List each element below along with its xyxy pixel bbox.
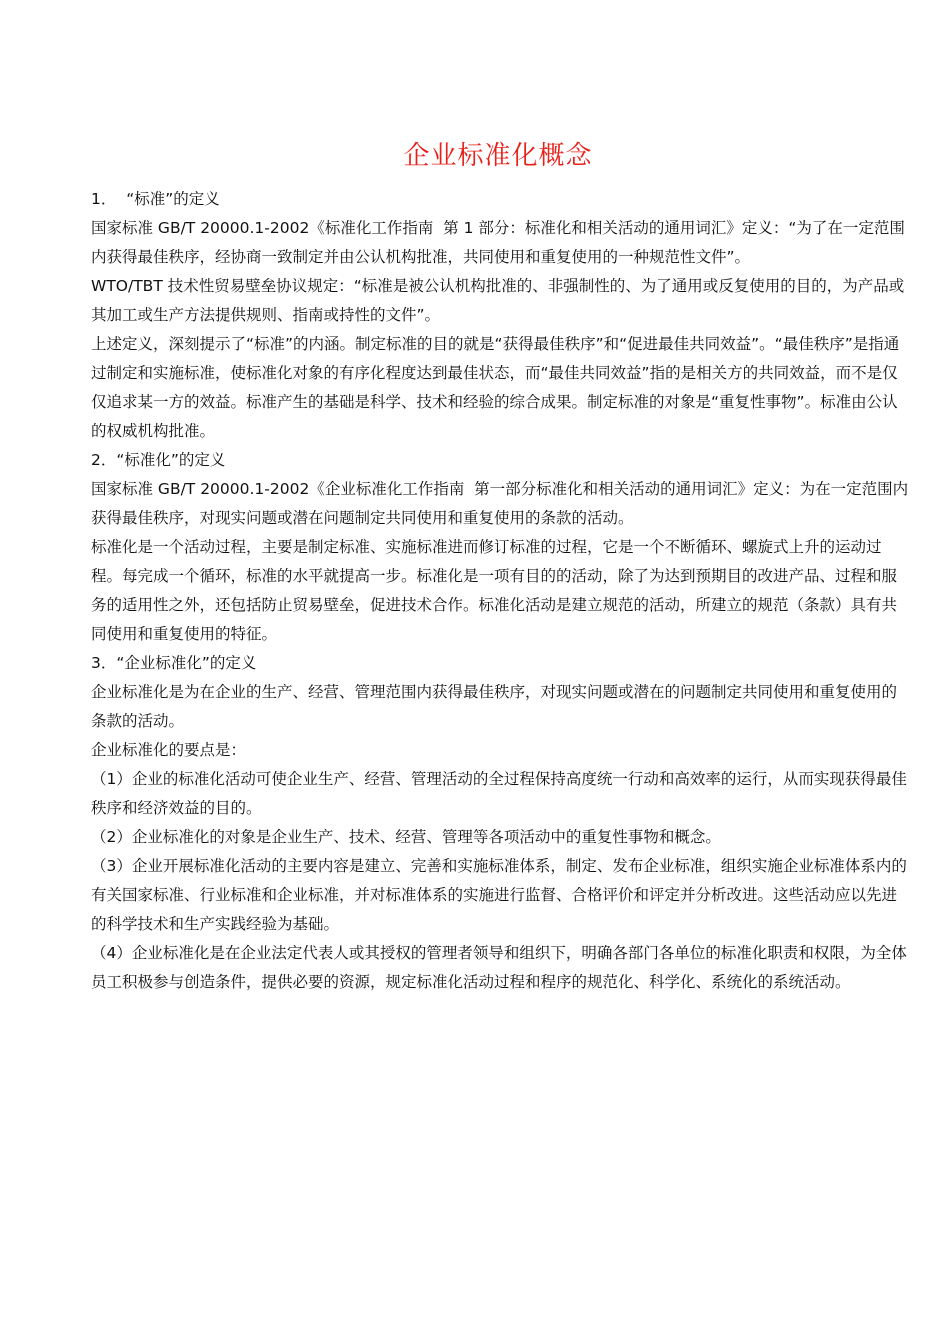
paragraph-standard-meaning: 上述定义，深刻提示了“标准”的内涵。制定标准的目的就是“获得最佳秩序”和“促进最佳共同效益”。“最佳秩序”是指通过制定和实施标准，使标准化对象的有序化程度达到最佳状态，而“最佳共同效益”指的是相关方的共同效益，而不是仅仅追求某一方的效益。标准产生的基础是科学、技术和经验的综合成果。制定标准的对象是“重复性事物”。标准由公认的权威机构批准。 <box>91 335 900 440</box>
heading-enterprise-standardization-definition: 3．“企业标准化”的定义 <box>91 654 257 672</box>
paragraph-wto-tbt-definition: WTO/TBT 技术性贸易壁垒协议规定：“标准是被公认机构批准的、非强制性的、为了通用或反复使用的目的，为产品或其加工或生产方法提供规则、指南或持性的文件”。 <box>91 277 905 324</box>
document-body <box>91 185 909 997</box>
list-item-key-point-1: （1）企业的标准化活动可使企业生产、经营、管理活动的全过程保持高度统一行动和高效率的运行，从而实现获得最佳秩序和经济效益的目的。 <box>91 770 907 817</box>
list-item-key-point-4: （4）企业标准化是在企业法定代表人或其授权的管理者领导和组织下，明确各部门各单位的标准化职责和权限，为全体员工积极参与创造条件，提供必要的资源，规定标准化活动过程和程序的规范化、科学化、系统化的系统活动。 <box>91 944 907 991</box>
heading-standard-definition: 1． “标准”的定义 <box>91 190 220 208</box>
paragraph-enterprise-standardization: 企业标准化是为在企业的生产、经营、管理范围内获得最佳秩序，对现实问题或潜在的问题制定共同使用和重复使用的条款的活动。 <box>91 683 898 730</box>
paragraph-gbt-standardization-definition: 国家标准 GB/T 20000.1-2002《企业标准化工作指南 第一部分标准化和相关活动的通用词汇》定义：为在一定范围内获得最佳秩序，对现实问题或潜在问题制定共同使用和重复使用的条款的活动。 <box>91 480 909 527</box>
heading-standardization-definition: 2．“标准化”的定义 <box>91 451 226 469</box>
paragraph-standardization-process: 标准化是一个活动过程，主要是制定标准、实施标准进而修订标准的过程，它是一个不断循环、螺旋式上升的运动过程。每完成一个循环，标准的水平就提高一步。标准化是一项有目的的活动，除了为达到预期目的改进产品、过程和服务的适用性之外，还包括防止贸易壁垒，促进技术合作。标准化活动是建立规范的活动，所建立的规范（条款）具有共同使用和重复使用的特征。 <box>91 538 898 643</box>
document-title: 企业标准化概念 <box>403 141 593 171</box>
paragraph-key-points-intro: 企业标准化的要点是： <box>91 741 247 759</box>
paragraph-gbt-standard-definition: 国家标准 GB/T 20000.1-2002《标准化工作指南 第 1 部分：标准化和相关活动的通用词汇》定义：“为了在一定范围内获得最佳秩序，经协商一致制定并由公认机构批准，共同使用和重复使用的一种规范性文件”。 <box>91 219 905 266</box>
list-item-key-point-3: （3）企业开展标准化活动的主要内容是建立、完善和实施标准体系，制定、发布企业标准，组织实施企业标准体系内的有关国家标准、行业标准和企业标准，并对标准体系的实施进行监督、合格评价和评定并分析改进。这些活动应以先进的科学技术和生产实践经验为基础。 <box>91 857 907 933</box>
list-item-key-point-2: （2）企业标准化的对象是企业生产、技术、经营、管理等各项活动中的重复性事物和概念。 <box>91 828 721 846</box>
